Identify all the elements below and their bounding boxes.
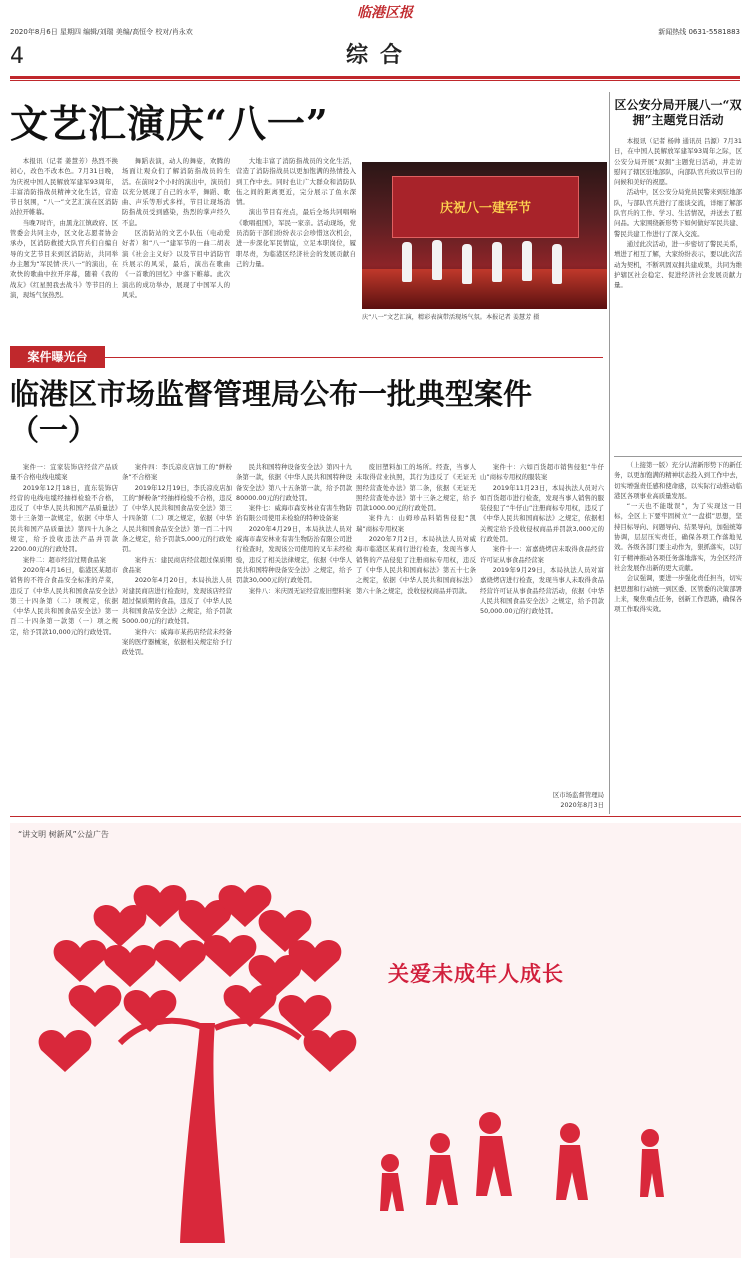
case-column-4: 废旧塑料加工的场所。经查，当事人未取得营业执照，其行为违反了《无证无照经营查处办法》第二条，依据《无证无照经营查处办法》第十三条之规定，给予罚款1000.00元的行政处罚。 案件九：山姆珍品料销售侵犯“凯瑞”商标专用权案 2020年7月2日，本局执法人员对威海市临港区某商行进行检查，发现当事人销售的产品侵犯了注册商标专用权，违反了《中华人民共和国商标法》第五十七条之规定，依据《中华人民共和国商标法》第六十条之规定，没收侵权商品并罚款。 (356, 463, 476, 595)
children-silhouettes (380, 1112, 664, 1211)
stage-floor (362, 269, 607, 309)
newspaper-brand: 临港区报 (357, 5, 413, 21)
case-tag-rule (105, 357, 603, 358)
header-rule-thin (10, 80, 740, 81)
performer-figure (402, 242, 412, 282)
lead-headline: 文艺汇演庆“八一” (10, 101, 329, 146)
ad-slogan: 关爱未成年人成长 (388, 961, 564, 986)
ad-label: “讲文明 树新风”公益广告 (18, 830, 109, 839)
lead-column-3: 大地丰富了消防指战员的文化生活，营造了消防指战员以更加饱满的热情投入到工作中去。同时也让广大群众和消防队伍之间的距离更近，完分展示了鱼水深情。 演出节目有亮点，最后全场共同唱响《歌唱祖国》，军民一家亲。活动现场，党员消防干部们纷纷表示会珍惜这次机会，进一步深化军民情谊，立足本职岗位，履职尽责，为临港区经济社会的发展贡献自己的力量。 (236, 157, 356, 268)
news-hotline: 新闻热线 0631-5581883 (658, 28, 740, 36)
stage-screen (392, 176, 579, 238)
performer-figure (522, 241, 532, 281)
page-number: 4 (10, 44, 24, 69)
case-column-3: 民共和国特种设备安全法》第四十九条第一款，依据《中华人民共和国特种设备安全法》第八十五条第一款，给予罚款80000.00元的行政处罚。 案件七：威海市森安林业有害生物防治有限公司使用未检验的特种设备案 2020年4月29日，本局执法人员对威海市森安林业有害生物防治有限公司进行检查时，发现该公司使用的叉车未经检验，违反了相关法律规定，依据《中华人民共和国特种设备安全法》之规定，给予罚款30,000元的行政处罚。 案件八：米庆固无证经营废旧塑料案 (236, 463, 352, 595)
performer-figure (552, 244, 562, 284)
lead-column-2: 舞蹈表演，动人的舞姿，欢腾的场面让观众们了解消防指战员的生活。在前时2个小时的演出中，演员们以充分展现了自己的水平，舞蹈、歌曲、声乐等形式多样，节目让现场消防指战员受到感染，热烈的掌声经久不息。 区消防站的文艺小队伍（电动爱好者）和“八一”建军节的一曲二胡表演《社会主义好》以及节目中消防官兵展示的风采，最后，演出在歌曲《一首歌的回忆》中落下帷幕。此次演出的成功举办，展现了中国军人的风采。 (122, 157, 230, 299)
tree-trunk (180, 1023, 225, 1243)
case-tag: 案件曝光台 (10, 346, 105, 368)
heart-tree-illustration (10, 823, 741, 1258)
heart-leaves (39, 885, 357, 1072)
photo-caption: 庆“八一”文艺汇演，精彩表演带活现场气氛。本报记者 姜慧芳 摄 (362, 314, 540, 321)
performer-figure (462, 244, 472, 284)
case-signoff (480, 790, 604, 810)
side-body: 本报讯（记者 杨帅 通讯员 吕源）7月31日，在中国人民解放军建军93周年之际，区公安分局开展“双拥”主题党日活动，并走访慰问了辖区驻地部队，向部队官兵致以节日的问候和美好的祝愿。 活动中，区公安分局党员民警来到驻地部队，与部队官兵进行了座谈交流，详细了解部队官兵的工作、学习、生活情况，并送去了慰问品。大家围绕新形势下如何做好军民共建、警民共建工作进行了深入交流。 通过此次活动，进一步密切了警民关系，增进了相互了解，大家纷纷表示，要以此次活动为契机，不断巩固双拥共建成果，共同为维护辖区社会稳定、促进经济社会发展贡献力量。 (614, 137, 742, 290)
stage-screen-text: 庆祝八一建军节 (439, 201, 531, 216)
case-signoff-org: 区市场监督管理局 (552, 791, 604, 799)
side-headline: 区公安分局开展八一“双拥”主题党日活动 (614, 98, 742, 127)
case-column-1: 案件一：宜家装饰店经营产品质量不合格电线电缆案 2019年12月18日，直东装饰店经营的电线电缆经抽样检验不合格，违反了《中华人民共和国产品质量法》第十三条第一款规定，依据《中华人民共和国产品质量法》第四十九条之规定，给予没收违法产品并罚款2200.00元的行政处罚。 案件二：超市经营过期食品案 2020年4月16日，临港区某超市销售的不符合食品安全标准的芹菜，违反了《中华人民共和国食品安全法》第三十四条第（二）项规定，依据《中华人民共和国食品安全法》第一百二十四条第一款第（一）项之规定，给予罚款10,000元的行政处罚。 (10, 463, 118, 636)
case-column-5: 案件十：六如百货超市销售侵犯“牛仔山”商标专用权的服装案 2019年11月23日，本局执法人员对六如百货超市进行检查，发现当事人销售的服装侵犯了“牛仔山”注册商标专用权，违反了《中华人民共和国商标法》之规定，依据相关规定给予没收侵权商品并罚款3,000元的行政处罚。 案件十一：富嘉烧烤店未取得食品经营许可证从事食品经营案 2019年9月29日，本局执法人员对富嘉烧烤店进行检查，发现当事人未取得食品经营许可证从事食品经营活动，依据《中华人民共和国食品安全法》之规定，给予罚款50,000.00元的行政处罚。 (480, 463, 604, 616)
header-rule (10, 76, 740, 79)
case-column-2: 案件四：李氏凉皮店加工的“鲜粉条”不合格案 2019年12月19日，李氏凉皮店加工的“鲜粉条”经抽样检验不合格，违反了《中华人民共和国食品安全法》第三十四条第（二）项之规定，依据《中华人民共和国食品安全法》第一百二十四条之规定，给予罚款5,000元的行政处罚。 案件五：建民商店经营超过保质期食品案 2020年4月20日，本局执法人员对建民商店进行检查时，发现该店经营超过保质期的食品，违反了《中华人民共和国食品安全法》之规定，给予罚款5000.00元的行政处罚。 案件六：威海市某药店经营未经备案的医疗器械案，依据相关规定给予行政处罚。 (122, 463, 232, 657)
side-divider (614, 456, 742, 457)
performer-figure (492, 242, 502, 282)
continued-story: （上接第一版）充分认清新形势下的新任务，以更加饱满的精神状态投入到工作中去，切实增强责任感和使命感，以实际行动推动临港区各项事业高质量发展。 “一天也不能耽误”，为了实现这一目标，全区上下要牢固树立“一盘棋”思想，坚持目标导向、问题导向、结果导向，加强统筹协调，层层压实责任，确保各项工作落地见效。各级各部门要主动作为，狠抓落实，以钉钉子精神推动各项任务落地落实，为全区经济社会发展作出新的更大贡献。 会议强调，要进一步强化责任担当，切实把思想和行动统一到区委、区管委的决策部署上来，聚焦重点任务，创新工作思路，确保各项工作取得实效。 (614, 461, 742, 614)
case-headline: 临港区市场监督管理局公布一批典型案件（一） (10, 377, 533, 447)
lead-column-1: 本报讯（记者 姜慧芳）热烈不换初心，改色不改本色。7月31日晚，为庆祝中国人民解放军建军93周年，丰富消防指战员精神文化生活，营造节日氛围，“八一”文艺汇演在区消防站拉开帷幕。 当晚7时许，由黑龙江镇政府、区管委会共同主办，区文化志愿者协会承办，区消防救援大队官兵们自编自导的文艺节目来到区消防站，共同举办主题为“军民情·庆八一”的演出，在欢快的歌曲中拉开序幕，随着《我的战友》《红星照我去战斗》等节目的上演，现场气氛热烈。 (10, 157, 118, 299)
section-title: 综合 (345, 42, 414, 68)
performer-figure (432, 240, 442, 280)
ad-top-rule (10, 816, 741, 817)
case-signoff-date: 2020年8月3日 (560, 801, 604, 809)
date-editor-line: 2020年8月6日 星期四 编辑/刘瑞 美编/高恒令 校对/肖永欢 (10, 28, 193, 36)
lead-photo (362, 162, 607, 309)
column-divider (609, 92, 610, 814)
